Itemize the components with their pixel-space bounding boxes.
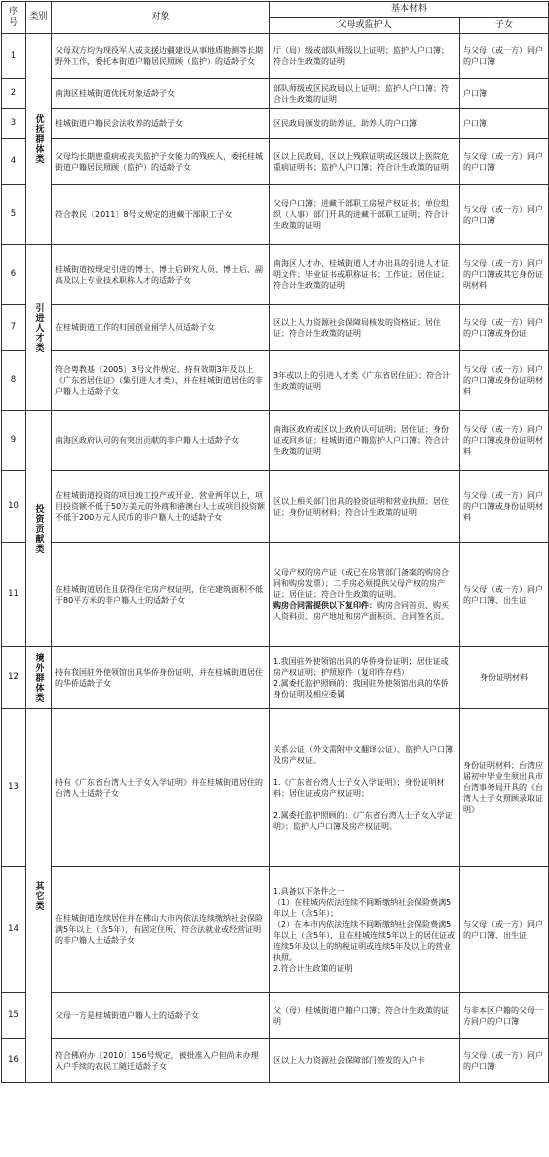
row-target: 在桂城街道投资的项目竣工投产或开业、营业两年以上，项目投资额不低于50万美元的外商和港澳台人士或项目投资额不低于200万元人民币的非户籍人士的适龄子女 [52, 471, 270, 543]
row-parent: 父（母）桂城街道户籍户口簿；符合计生政策的证明 [270, 993, 460, 1039]
table-row [2, 245, 549, 305]
table-row [2, 1039, 549, 1083]
row-target: 在桂城街道工作的归国创业留学人员适龄子女 [52, 305, 270, 351]
table-row [2, 185, 549, 245]
category-qita: 其它类 [26, 709, 52, 1083]
row-parent: 3年或以上的引进人才类《广东省居住证》；符合计生政策的证明 [270, 351, 460, 411]
row-child: 户口簿 [460, 79, 549, 109]
row-child: 与父母（或一方）同户的户口簿 [460, 139, 549, 185]
row-target: 桂城街道按规定引进的博士、博士后研究人员、博士后、副高及以上专业技术职称人才的适龄子女 [52, 245, 270, 305]
header-child: 子女 [460, 18, 549, 34]
row-target: 符合佛府办〔2010〕156号规定，被批准入户但尚未办理入户手续的农民工随迁适龄子女 [52, 1039, 270, 1083]
table-row [2, 411, 549, 471]
row-parent-item-2: 2.属委托监护照顾的：我国驻外使领馆出具的华侨身份证明及相应委属 [273, 678, 449, 699]
row-no: 13 [2, 709, 26, 867]
row-target: 南海区政府认可的有突出贡献的非户籍人士适龄子女 [52, 411, 270, 471]
category-youfu: 优抚群体类 [26, 34, 52, 245]
row-parent-item-0: 关系公证（外文需附中文翻译公证）、监护人户口簿及房产权证。 [273, 744, 453, 765]
row-child: 与父母（或一方）同户的户口簿或身份证明材料 [460, 411, 549, 471]
row-no: 15 [2, 993, 26, 1039]
header-materials: 基本材料 [270, 2, 549, 18]
row-child: 与父母（或一方）同户的户口簿或身份证 [460, 305, 549, 351]
row-target: 南海区桂城街道优抚对象适龄子女 [52, 79, 270, 109]
row-parent: 部队师级或区民政局以上证明；监护人户口簿；符合计生政策的证明 [270, 79, 460, 109]
header-target: 对象 [52, 2, 270, 34]
row-no: 8 [2, 351, 26, 411]
table-row [2, 993, 549, 1039]
table-row [2, 34, 549, 79]
row-parent-item-1: 1.《广东省台湾人士子女入学证明》；身份证明材料；居住证或房产权证明； [273, 777, 445, 798]
row-no: 3 [2, 109, 26, 139]
table-row [2, 351, 549, 411]
row-parent-item-1: 1.我国驻外使领馆出具的华侨身份证明；居住证或房产权证明；护照原件（复印件存档） [273, 656, 449, 677]
row-parent [270, 709, 460, 867]
row-target: 父母均长期患重病或丧失监护子女能力的残疾人，委托桂城街道户籍居民照顾（监护）的适龄子女 [52, 139, 270, 185]
row-no: 12 [2, 647, 26, 709]
row-child: 与父母（或一方）同户的户口簿或其它身份证明材料 [460, 245, 549, 305]
table-row [2, 139, 549, 185]
row-parent: 区以上相关部门出具的验资证明和营业执照；居住证；身份证明材料；符合计生政策的证明 [270, 471, 460, 543]
row-parent: 1.具备以下条件之一 （1）在桂城内依法连续不间断缴纳社会保险费满5年以上（含5年）； （2）在本市内依法连续不间断缴纳社会保险费满5年以上（含5年），且在桂城连续5年以上的居住证或连续5年及以上的纳税证明或连续5年及以上的营业执照。 2.符合计生政策的证明 [270, 867, 460, 993]
header-parent: 父母或监护人 [270, 18, 460, 34]
row-parent: 区民政局颁发的助养证、助养人的户口簿 [270, 109, 460, 139]
row-parent-item-2: 2.属委托监护照顾的：《广东省台湾人士子女入学证明》；监护人户口簿及房产权证明。 [273, 810, 453, 831]
row-parent: 区以上人力资源社会保障局核发的资格证；居住证；符合计生政策的证明 [270, 305, 460, 351]
row-target: 父母一方是桂城街道户籍人士的适龄子女 [52, 993, 270, 1039]
row-target: 符合教民〔2011〕8号文规定的进藏干部职工子女 [52, 185, 270, 245]
row-no: 16 [2, 1039, 26, 1083]
row-target: 父母双方均为现役军人或支援边疆建设从事地质勘测等长期野外工作，委托本街道户籍居民照顾（监护）的适龄子女 [52, 34, 270, 79]
row-parent: 区以上民政局、区以上残联证明或区级以上医院危重病证明书；监护人户口簿；符合计生政策的证明 [270, 139, 460, 185]
row-no: 4 [2, 139, 26, 185]
row-parent: 南海区政府或区以上政府认可证明；居住证；身份证或回乡证；桂城街道户籍监护人户口簿；符合计生政策的证明 [270, 411, 460, 471]
row-parent: 南海区人才办、桂城街道人才办出具的引进人才证明文件；毕业证书或职称证书；工作证；居住证；符合计生政策的证明 [270, 245, 460, 305]
row-target: 在桂城街道连续居住并在佛山大市内依法连续缴纳社会保险满5年以上（含5年），有固定住所、符合法就业或经营证明的非户籍人士适龄子女 [52, 867, 270, 993]
row-no: 10 [2, 471, 26, 543]
row-no: 5 [2, 185, 26, 245]
header-no: 序号 [2, 2, 26, 34]
row-parent [270, 543, 460, 647]
table-row [2, 109, 549, 139]
row-child: 与父母（或一方）同户的户口簿 [460, 185, 549, 245]
row-child: 身份证明材料 [460, 647, 549, 709]
row-target: 桂城街道户籍民会法收养的适龄子女 [52, 109, 270, 139]
row-parent: 厅（局）级或部队师级以上证明；监护人户口簿；符合计生政策的证明 [270, 34, 460, 79]
category-yinjin: 引进人才类 [26, 245, 52, 411]
row-no: 11 [2, 543, 26, 647]
row-child: 与父母（或一方）同户的户口簿、出生证 [460, 867, 549, 993]
row-parent: 父母户口簿；进藏干部职工房屋产权证书；单位组织（人事）部门开具的进藏干部职工证明；符合计生政策的证明 [270, 185, 460, 245]
row-child: 户口簿 [460, 109, 549, 139]
row-child: 与非本区户籍的父母一方同户的户口簿 [460, 993, 549, 1039]
table-row [2, 543, 549, 647]
row-no: 9 [2, 411, 26, 471]
table-row [2, 867, 549, 993]
row-child: 身份证明材料；台湾应届初中毕业生须出具市台湾事务局开具的《台湾人士子女照顾录取证明》 [460, 709, 549, 867]
table-row [2, 709, 549, 867]
row-child: 与父母（或一方）同户的户口簿 [460, 1039, 549, 1083]
table-row [2, 305, 549, 351]
row-parent-note: 购房合同需提供以下复印件： [273, 601, 377, 610]
row-target: 在桂城街道居住且获得住宅房产权证明，住宅建筑面积不低于80平方米的非户籍人士的适龄子女 [52, 543, 270, 647]
row-target: 持有《广东省台湾人士子女入学证明》并在桂城街道居住的台湾人士适龄子女 [52, 709, 270, 867]
row-target: 持有我国驻外使领馆出具华侨身份证明，并在桂城街道居住的华侨适龄子女 [52, 647, 270, 709]
category-jingwai: 境外群体类 [26, 647, 52, 709]
row-no: 2 [2, 79, 26, 109]
row-no: 14 [2, 867, 26, 993]
row-child: 与父母（或一方）同户的户口簿或身份证明材料 [460, 351, 549, 411]
header-row-1 [2, 2, 549, 18]
row-parent [270, 647, 460, 709]
table-row [2, 79, 549, 109]
row-no: 7 [2, 305, 26, 351]
row-target: 符合粤教基〔2005〕3号文件规定、持有效期3年及以上《广东省居住证》（集引进人才类），并在桂城街道居住的非户籍人士适龄子女 [52, 351, 270, 411]
row-child: 与父母（或一方）同户的户口簿或身份证明材料 [460, 471, 549, 543]
row-parent-note-detail: 购房合同首页、购买人资料页、房产地址和房产面积页、合同签名页。 [273, 601, 449, 621]
row-no: 1 [2, 34, 26, 79]
category-touzi: 投资贡献类 [26, 411, 52, 647]
policy-table [1, 1, 549, 1083]
row-child: 与父母（或一方）同户的户口簿、出生证 [460, 543, 549, 647]
header-category: 类别 [26, 2, 52, 34]
row-no: 6 [2, 245, 26, 305]
table-row [2, 471, 549, 543]
row-parent: 区以上人力资源社会保障部门签发的入户卡 [270, 1039, 460, 1083]
row-child: 与父母（或一方）同户的户口簿 [460, 34, 549, 79]
table-row [2, 647, 549, 709]
row-parent-text: 父母产权的房产证（或已在房管部门备案的购房合同和购房发票）；二手房必须提供父母产权的房产证；居住证；符合计生政策的证明。 [273, 568, 449, 599]
